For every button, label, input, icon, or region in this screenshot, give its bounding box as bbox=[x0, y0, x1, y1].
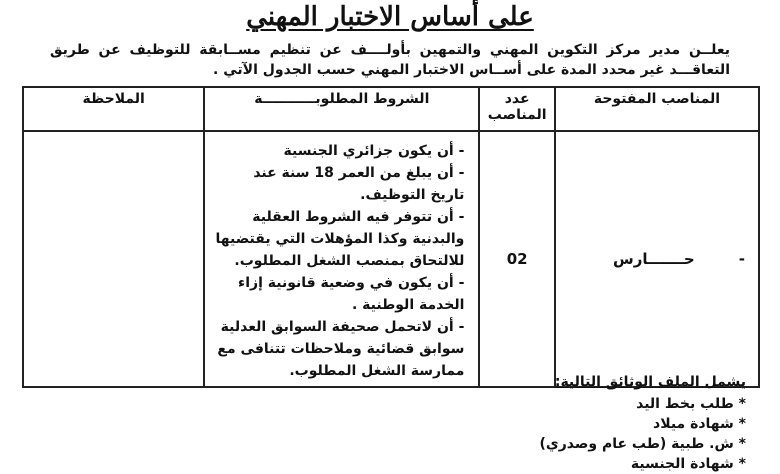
document-item: * ش. طبية (طب عام وصدري) bbox=[539, 436, 746, 452]
position-name: حـــــــارس bbox=[613, 250, 695, 268]
conditions-cell bbox=[204, 131, 479, 387]
document-item: * طلب بخط اليد bbox=[636, 396, 746, 412]
positions-table bbox=[22, 86, 760, 388]
condition-item: - أن يكون جزائري الجنسية bbox=[283, 143, 465, 159]
header-conditions: الشروط المطلوبـــــــــــة bbox=[204, 87, 479, 131]
condition-item: - أن يكون في وضعية قانونية إزاء الخدمة الوطنية . bbox=[238, 275, 465, 313]
position-cell bbox=[555, 131, 759, 387]
condition-item: - أن لاتحمل صحيفة السوابق العدلية سوابق قضائية وملاحظات تتنافى مع ممارسة الشغل المطلوب. bbox=[217, 319, 465, 379]
header-notes: الملاحظة bbox=[23, 87, 204, 131]
page-title: على أساس الاختبار المهني bbox=[246, 2, 534, 32]
document-item: * شهادة ميلاد bbox=[653, 416, 746, 432]
documents-title: يشمل الملف الوثائق التالية: bbox=[554, 374, 746, 390]
condition-item: - أن تتوفر فيه الشروط العقلية والبدنية وكذا المؤهلات التي يقتضيها للالتحاق بمنصب الشغل المطلوب. bbox=[215, 209, 465, 269]
notes-cell bbox=[23, 131, 204, 387]
header-count: عدد المناصب bbox=[479, 87, 555, 131]
header-positions: المناصب المفتوحة bbox=[555, 87, 759, 131]
condition-item: - أن يبلغ من العمر 18 سنة عند تاريخ التوظيف. bbox=[253, 165, 465, 203]
document-item: * شهادة الجنسية bbox=[630, 456, 746, 472]
intro-paragraph: يعلــن مدير مركز التكوين المهني والتمهين بأولــــف عن تنظيم مســابقة للتوظيف عن طريق التعاقـــد غير محدد المدة على أســاس الاختبار المهني حسب الجدول الآتي . bbox=[50, 42, 730, 78]
table-header-row bbox=[23, 87, 759, 131]
documents-section bbox=[346, 372, 746, 474]
table-row bbox=[23, 131, 759, 387]
position-dash: - bbox=[738, 250, 745, 268]
count-cell: 02 bbox=[479, 131, 555, 387]
